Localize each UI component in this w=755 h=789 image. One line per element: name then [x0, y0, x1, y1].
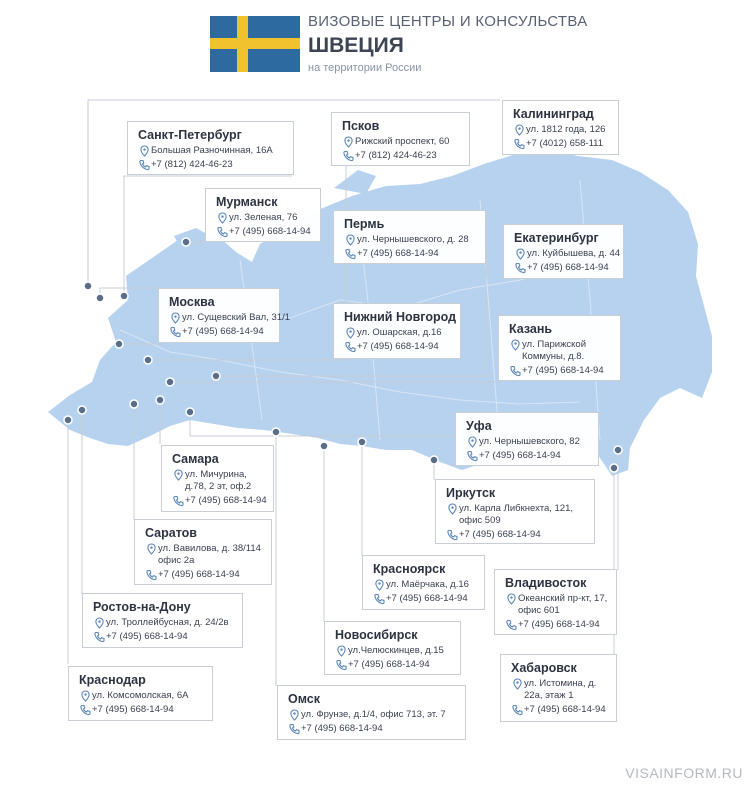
- office-card-rostov-na-donu: [82, 593, 243, 648]
- office-address: ул. Зеленая, 76: [229, 212, 298, 223]
- phone-icon: [138, 159, 151, 171]
- office-card-saint-petersburg: [127, 121, 294, 175]
- office-phone: +7 (495) 668-14-94: [524, 704, 606, 715]
- office-address: ул. Чернышевского, д. 28: [357, 234, 469, 245]
- office-address: ул. Куйбышева, д. 44: [527, 248, 621, 259]
- location-pin-icon: [509, 339, 522, 351]
- office-address: ул. Парижской Коммуны, д.8.: [522, 339, 587, 362]
- office-card-kaliningrad: [502, 100, 619, 155]
- office-city: Новосибирск: [335, 628, 418, 642]
- office-city: Москва: [169, 295, 215, 309]
- office-city: Хабаровск: [511, 661, 577, 675]
- office-address: ул. Комсомолская, 6А: [92, 690, 189, 701]
- location-pin-icon: [145, 543, 158, 555]
- phone-icon: [342, 150, 355, 162]
- office-card-saratov: [134, 519, 272, 585]
- office-address: ул. Фрунзе, д.1/4, офис 713, эт. 7: [301, 709, 446, 720]
- office-address: Большая Разночинная, 16А: [151, 145, 273, 156]
- phone-icon: [79, 704, 92, 716]
- office-city: Екатеринбург: [514, 231, 599, 245]
- office-city: Казань: [509, 322, 553, 336]
- office-address: ул. Мичурина, д.78, 2 эт, оф.2: [185, 469, 252, 492]
- office-address: ул. Сущевский Вал, 31/1: [182, 312, 290, 323]
- office-address: ул. Истомина, д. 22а, этаж 1: [524, 678, 597, 701]
- office-card-krasnoyarsk: [362, 555, 485, 610]
- location-pin-icon: [169, 312, 182, 324]
- location-pin-icon: [79, 690, 92, 702]
- phone-icon: [446, 529, 459, 541]
- location-pin-icon: [373, 579, 386, 591]
- office-address: ул. Вавилова, д. 38/114 офис 2а: [158, 543, 261, 566]
- location-pin-icon: [335, 645, 348, 657]
- phone-icon: [513, 138, 526, 150]
- office-address: Рижский проспект, 60: [355, 136, 450, 147]
- location-pin-icon: [466, 436, 479, 448]
- phone-icon: [93, 631, 106, 643]
- office-city: Иркутск: [446, 486, 496, 500]
- office-phone: +7 (495) 668-14-94: [92, 704, 174, 715]
- header-region: на территории России: [308, 62, 422, 74]
- office-city: Нижний Новгород: [344, 310, 457, 324]
- office-city: Красноярск: [373, 562, 446, 576]
- office-phone: +7 (812) 424-46-23: [355, 150, 437, 161]
- phone-icon: [335, 659, 348, 671]
- office-card-vladivostok: [494, 569, 617, 635]
- office-phone: +7 (495) 668-14-94: [522, 365, 604, 376]
- phone-icon: [344, 248, 357, 260]
- office-city: Пермь: [344, 217, 385, 231]
- office-card-khabarovsk: [500, 654, 617, 722]
- location-pin-icon: [342, 136, 355, 148]
- office-city: Самара: [172, 452, 219, 466]
- office-city: Краснодар: [79, 673, 146, 687]
- header-country: ШВЕЦИЯ: [308, 34, 404, 57]
- location-pin-icon: [446, 503, 459, 515]
- office-card-krasnodar: [68, 666, 213, 721]
- office-city: Калининград: [513, 107, 594, 121]
- location-pin-icon: [505, 593, 518, 605]
- office-card-irkutsk: [435, 479, 595, 544]
- location-pin-icon: [344, 234, 357, 246]
- office-address: ул. Карла Либкнехта, 121, офис 509: [459, 503, 574, 526]
- phone-icon: [373, 593, 386, 605]
- phone-icon: [145, 569, 158, 581]
- office-address: ул. Троллейбусная, д. 24/2в: [106, 617, 229, 628]
- location-pin-icon: [138, 145, 151, 157]
- location-pin-icon: [511, 678, 524, 690]
- office-city: Псков: [342, 119, 380, 133]
- phone-icon: [172, 495, 185, 507]
- phone-icon: [511, 704, 524, 716]
- phone-icon: [509, 365, 522, 377]
- phone-icon: [466, 450, 479, 462]
- phone-icon: [505, 619, 518, 631]
- office-card-moscow: [158, 288, 290, 343]
- office-card-nizhny-novgorod: [333, 303, 461, 359]
- office-city: Уфа: [466, 419, 492, 433]
- office-address: ул. Маёрчака, д.16: [386, 579, 469, 590]
- office-address: ул. Чернышевского, 82: [479, 436, 580, 447]
- office-phone: +7 (495) 668-14-94: [185, 495, 267, 506]
- phone-icon: [344, 341, 357, 353]
- watermark: VISAINFORM.RU: [625, 765, 743, 781]
- office-phone: +7 (495) 668-14-94: [357, 248, 439, 259]
- header-subtitle: ВИЗОВЫЕ ЦЕНТРЫ И КОНСУЛЬСТВА: [308, 13, 588, 30]
- office-card-kazan: [498, 315, 621, 381]
- office-address: ул. 1812 года, 126: [526, 124, 606, 135]
- office-address: ул. Ошарская, д.16: [357, 327, 442, 338]
- location-pin-icon: [216, 212, 229, 224]
- office-phone: +7 (495) 668-14-94: [158, 569, 240, 580]
- office-phone: +7 (495) 668-14-94: [182, 326, 264, 337]
- sweden-flag: [210, 16, 300, 72]
- office-phone: +7 (495) 668-14-94: [106, 631, 188, 642]
- location-pin-icon: [514, 248, 527, 260]
- office-phone: +7 (812) 424-46-23: [151, 159, 233, 170]
- office-card-perm: [333, 210, 486, 264]
- location-pin-icon: [344, 327, 357, 339]
- location-pin-icon: [172, 469, 185, 481]
- office-card-samara: [161, 445, 274, 512]
- office-city: Ростов-на-Дону: [93, 600, 191, 614]
- office-phone: +7 (4012) 658-111: [526, 138, 604, 149]
- location-pin-icon: [93, 617, 106, 629]
- office-city: Саратов: [145, 526, 197, 540]
- office-card-pskov: [331, 112, 470, 166]
- office-phone: +7 (495) 668-14-94: [357, 341, 439, 352]
- office-phone: +7 (495) 668-14-94: [527, 262, 609, 273]
- office-phone: +7 (495) 668-14-94: [518, 619, 600, 630]
- office-phone: +7 (495) 668-14-94: [386, 593, 468, 604]
- phone-icon: [514, 262, 527, 274]
- office-phone: +7 (495) 668-14-94: [479, 450, 561, 461]
- office-card-yekaterinburg: [503, 224, 624, 279]
- office-address: Океанский пр-кт, 17, офис 601: [518, 593, 608, 616]
- phone-icon: [169, 326, 182, 338]
- office-phone: +7 (495) 668-14-94: [348, 659, 430, 670]
- office-city: Мурманск: [216, 195, 278, 209]
- office-phone: +7 (495) 668-14-94: [301, 723, 383, 734]
- location-pin-icon: [513, 124, 526, 136]
- office-phone: +7 (495) 668-14-94: [459, 529, 541, 540]
- office-city: Владивосток: [505, 576, 587, 590]
- office-card-novosibirsk: [324, 621, 461, 675]
- phone-icon: [288, 723, 301, 735]
- office-card-murmansk: [205, 188, 321, 242]
- office-city: Омск: [288, 692, 321, 706]
- location-pin-icon: [288, 709, 301, 721]
- office-city: Санкт-Петербург: [138, 128, 242, 142]
- office-card-ufa: [455, 412, 599, 466]
- phone-icon: [216, 226, 229, 238]
- office-phone: +7 (495) 668-14-94: [229, 226, 311, 237]
- office-address: ул.Челюскинцев, д.15: [348, 645, 444, 656]
- office-card-omsk: [277, 685, 466, 740]
